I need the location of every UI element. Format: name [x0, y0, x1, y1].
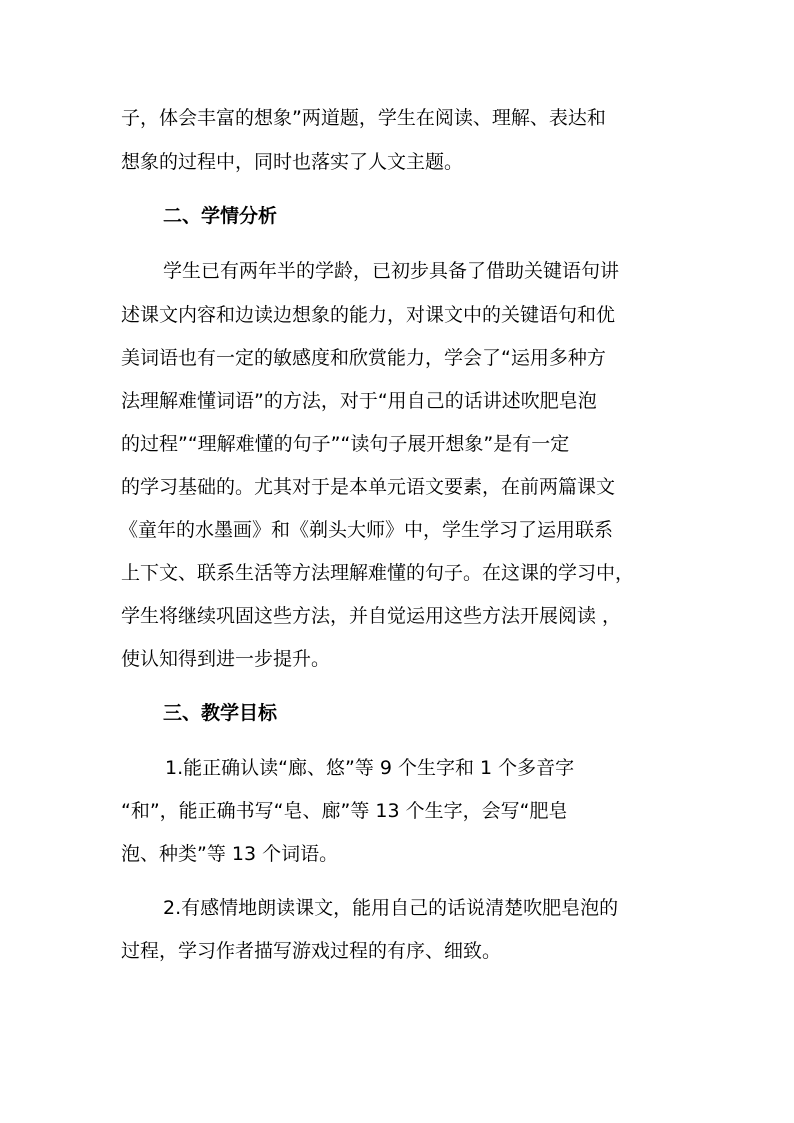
student-analysis-line: 学生将继续巩固这些方法，并自觉运用这些方法开展阅读 ，: [121, 605, 622, 627]
student-analysis-line: 上下文、联系生活等方法理解难懂的句子。在这课的学习中，: [121, 562, 635, 584]
student-analysis-line: 的过程”“理解难懂的句子”“读句子展开想象”是有一定: [121, 433, 570, 455]
student-analysis-line: 使认知得到进一步提升。: [121, 648, 331, 670]
intro-line-1: 子，体会丰富的想象”两道题，学生在阅读、理解、表达和: [121, 107, 606, 129]
student-analysis-line: 法理解难懂词语”的方法，对于“用自己的话讲述吹肥皂泡: [121, 390, 597, 412]
intro-line-2: 想象的过程中，同时也落实了人文主题。: [121, 151, 464, 173]
section-heading-teaching-goals: 三、教学目标: [163, 702, 278, 724]
student-analysis-line: 《童年的水墨画》和《剃头大师》中，学生学习了运用联系: [119, 519, 614, 541]
student-analysis-line: 学生已有两年半的学龄，已初步具备了借助关键语句讲: [163, 260, 620, 282]
goal-1-line: 泡、种类”等 13 个词语。: [121, 843, 339, 865]
goal-2-line: 过程，学习作者描写游戏过程的有序、细致。: [121, 940, 502, 962]
student-analysis-line: 述课文内容和边读边想象的能力，对课文中的关键语句和优: [121, 304, 616, 326]
goal-1-line: 1.能正确认读“廊、悠”等 9 个生字和 1 个多音字: [165, 757, 575, 779]
section-heading-student-analysis: 二、学情分析: [163, 205, 278, 227]
goal-2-line: 2.有感情地朗读课文，能用自己的话说清楚吹肥皂泡的: [163, 897, 619, 919]
student-analysis-line: 的学习基础的。尤其对于是本单元语文要素，在前两篇课文: [121, 476, 616, 498]
goal-1-line: “和”，能正确书写“皂、廊”等 13 个生字，会写“肥皂: [121, 800, 568, 822]
student-analysis-line: 美词语也有一定的敏感度和欣赏能力，学会了“运用多种方: [121, 347, 606, 369]
